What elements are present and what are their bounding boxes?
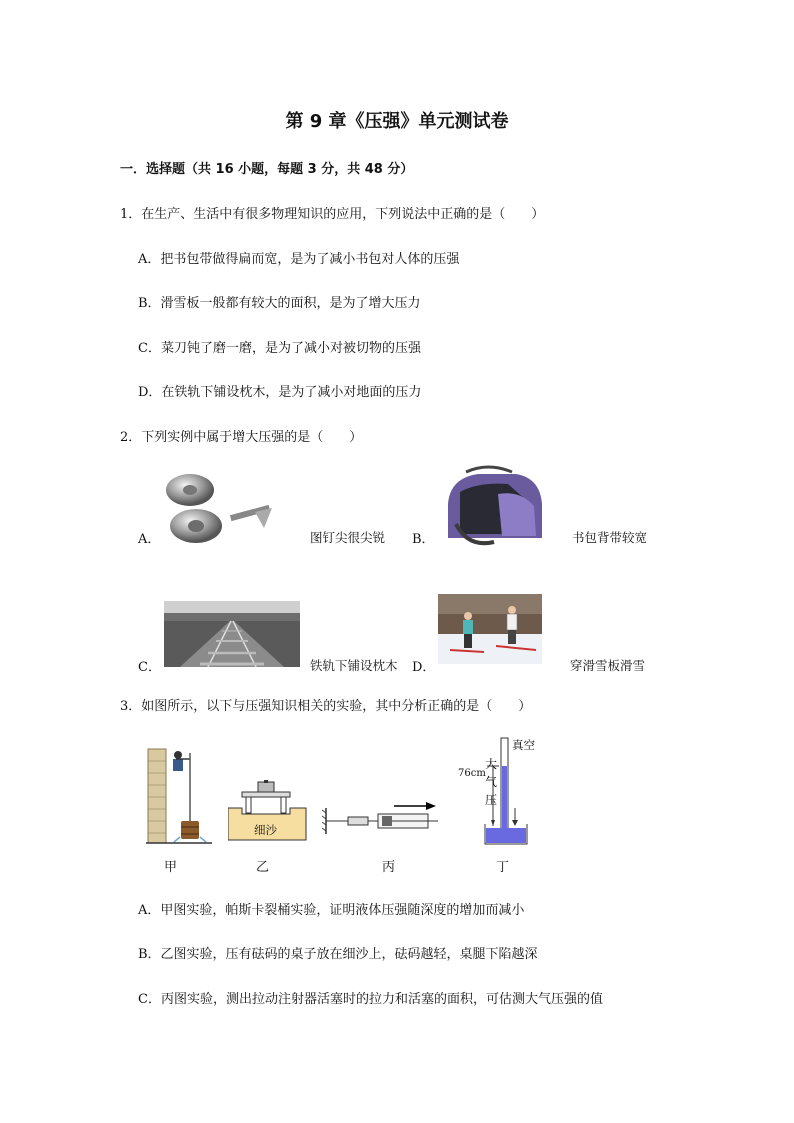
question-1-option-d: D．在铁轨下铺设枕木，是为了减小对地面的压力 [138, 385, 422, 400]
question-2-option-a-caption: 图钉尖很尖锐 [310, 530, 386, 545]
question-2-option-d-caption: 穿滑雪板滑雪 [570, 658, 646, 673]
question-3-option-a: A．甲图实验，帕斯卡裂桶实验，证明液体压强随深度的增加而减小 [138, 903, 525, 918]
question-2-option-d-letter: D． [412, 660, 436, 675]
section-heading: 一．选择题（共 16 小题，每题 3 分，共 48 分） [120, 162, 414, 177]
question-3-option-c: C．丙图实验，测出拉动注射器活塞时的拉力和活塞的面积，可估测大气压强的值 [138, 992, 603, 1007]
figure-label-yi: 乙 [256, 860, 270, 875]
thumbtack-image [160, 468, 280, 548]
vacuum-label: 真空 [512, 738, 535, 752]
sand-label: 细沙 [254, 823, 277, 837]
atm-label-2: 气 [485, 775, 498, 789]
atm-label-1: 大 [485, 757, 498, 771]
question-1-option-a: A．把书包带做得扁而宽，是为了减小书包对人体的压强 [138, 252, 460, 267]
question-2-stem: 2．下列实例中属于增大压强的是（ ） [120, 430, 363, 445]
question-2-option-c-letter: C． [138, 660, 161, 675]
height-label: 76cm [458, 768, 486, 779]
question-2-option-b-caption: 书包背带较宽 [572, 530, 648, 545]
figure-label-bing: 丙 [382, 860, 396, 875]
pascal-barrel-figure [146, 745, 212, 845]
question-2-option-a-letter: A． [138, 532, 161, 547]
syringe-figure [322, 800, 442, 840]
backpack-image [438, 464, 548, 548]
page-title: 第 9 章《压强》单元测试卷 [285, 111, 509, 132]
question-3-option-b: B．乙图实验，压有砝码的桌子放在细沙上，砝码越轻，桌腿下陷越深 [138, 947, 538, 962]
question-1-option-b: B．滑雪板一般都有较大的面积，是为了增大压力 [138, 296, 421, 311]
question-1-option-c: C．菜刀钝了磨一磨，是为了减小对被切物的压强 [138, 341, 421, 356]
figure-label-ding: 丁 [496, 860, 510, 875]
skiing-image [438, 594, 542, 664]
question-2-option-c-caption: 铁轨下铺设枕木 [310, 658, 398, 673]
atm-label-3: 压 [485, 793, 498, 807]
railway-image [164, 601, 300, 667]
question-1-stem: 1．在生产、生活中有很多物理知识的应用，下列说法中正确的是（ ） [120, 207, 545, 222]
question-3-stem: 3．如图所示，以下与压强知识相关的实验，其中分析正确的是（ ） [120, 699, 532, 714]
question-2-option-b-letter: B． [412, 532, 435, 547]
figure-label-jia: 甲 [164, 860, 178, 875]
